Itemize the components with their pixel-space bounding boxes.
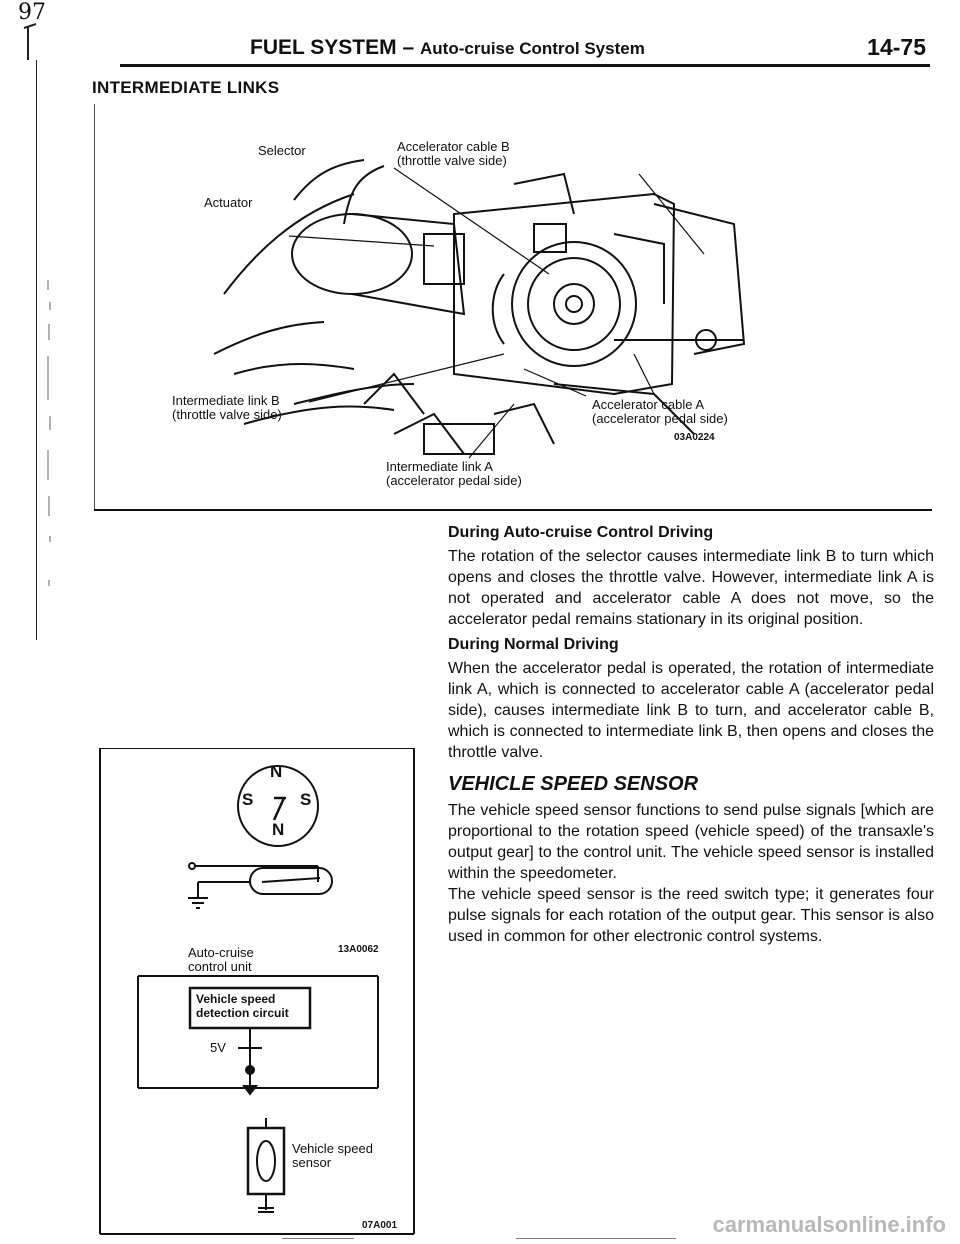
label-sensor-line1: Vehicle speed xyxy=(292,1141,373,1156)
para-auto-cruise: The rotation of the selector causes intermediate link B to turn which opens and closes the throttle valve. However, intermediate link A is not operated and accelerator cable A does not move, so the accelerator pedal remains stationary in its original position. xyxy=(448,548,934,628)
corner-bracket xyxy=(22,22,42,62)
header-title xyxy=(250,36,645,60)
label-voltage: 5V xyxy=(210,1040,226,1055)
label-accel-cable-b-line2: (throttle valve side) xyxy=(397,153,507,168)
figure-vehicle-speed-sensor xyxy=(98,748,416,1238)
figure-intermediate-links xyxy=(94,104,932,512)
page-header xyxy=(120,34,930,67)
figure3-code: 07A001 xyxy=(362,1220,398,1231)
label-link-b-line1: Intermediate link B xyxy=(172,393,280,408)
label-control-unit xyxy=(188,946,254,974)
para-vss-1: The vehicle speed sensor functions to send pulse signals [which are proportional to the rotation speed (vehicle speed) of the transaxle's output gear] to the control unit. The vehicle speed sensor is installed within the speedometer. xyxy=(448,802,934,882)
margin-line xyxy=(36,60,37,640)
label-detection-circuit xyxy=(196,992,289,1020)
corner-mark: 97 xyxy=(18,0,46,25)
para-vss-2: The vehicle speed sensor is the reed switch type; it generates four pulse signals for each rotation of the output gear. This sensor is also used in common for other electronic control systems. xyxy=(448,886,934,945)
para-normal: When the accelerator pedal is operated, the rotation of intermediate link A, which is connected to accelerator cable A (accelerator pedal side), causes intermediate link B to turn, and accelerator cable B, which is connected to intermediate link B, then opens and closes the throttle valve. xyxy=(448,660,934,761)
label-link-a-line2: (accelerator pedal side) xyxy=(386,473,522,488)
heading-auto-cruise: During Auto-cruise Control Driving xyxy=(448,524,714,541)
label-accel-cable-a-line1: Accelerator cable A xyxy=(592,397,705,412)
label-link-a xyxy=(386,460,522,488)
label-sensor-line2: sensor xyxy=(292,1155,332,1170)
label-control-unit-line2: control unit xyxy=(188,959,252,974)
page-number: 14-75 xyxy=(867,34,926,60)
watermark: carmanualsonline.info xyxy=(712,1212,946,1237)
footer-rule-right xyxy=(516,1238,676,1239)
header-system: FUEL SYSTEM xyxy=(250,36,397,59)
label-link-b xyxy=(172,394,282,422)
heading-vss: VEHICLE SPEED SENSOR xyxy=(448,773,699,795)
label-accel-cable-b-line1: Accelerator cable B xyxy=(397,139,510,154)
label-accel-cable-a xyxy=(592,398,728,426)
label-detection-circuit-line1: Vehicle speed xyxy=(196,992,276,1006)
header-dash: – xyxy=(402,36,415,59)
magnet-n-top: N xyxy=(270,762,283,781)
magnet-s-left: S xyxy=(242,790,254,809)
section-title: INTERMEDIATE LINKS xyxy=(92,78,280,97)
header-subtitle: Auto-cruise Control System xyxy=(420,39,645,58)
scan-artifacts xyxy=(40,280,60,620)
label-accel-cable-a-line2: (accelerator pedal side) xyxy=(592,411,728,426)
footer-rule-left xyxy=(282,1238,354,1239)
figure2-code: 13A0062 xyxy=(338,944,379,955)
label-control-unit-line1: Auto-cruise xyxy=(188,945,254,960)
heading-normal: During Normal Driving xyxy=(448,636,619,653)
intermediate-links-illustration xyxy=(94,104,932,512)
label-link-b-line2: (throttle valve side) xyxy=(172,407,282,422)
body-text xyxy=(448,524,934,953)
figure1-code: 03A0224 xyxy=(674,432,715,443)
magnet-n-bottom: N xyxy=(272,820,285,839)
label-actuator: Actuator xyxy=(204,195,253,210)
label-accel-cable-b xyxy=(397,140,510,168)
label-sensor xyxy=(292,1142,373,1170)
label-link-a-line1: Intermediate link A xyxy=(386,459,493,474)
label-selector: Selector xyxy=(258,143,306,158)
label-detection-circuit-line2: detection circuit xyxy=(196,1006,289,1020)
magnet-s-right: S xyxy=(300,790,312,809)
